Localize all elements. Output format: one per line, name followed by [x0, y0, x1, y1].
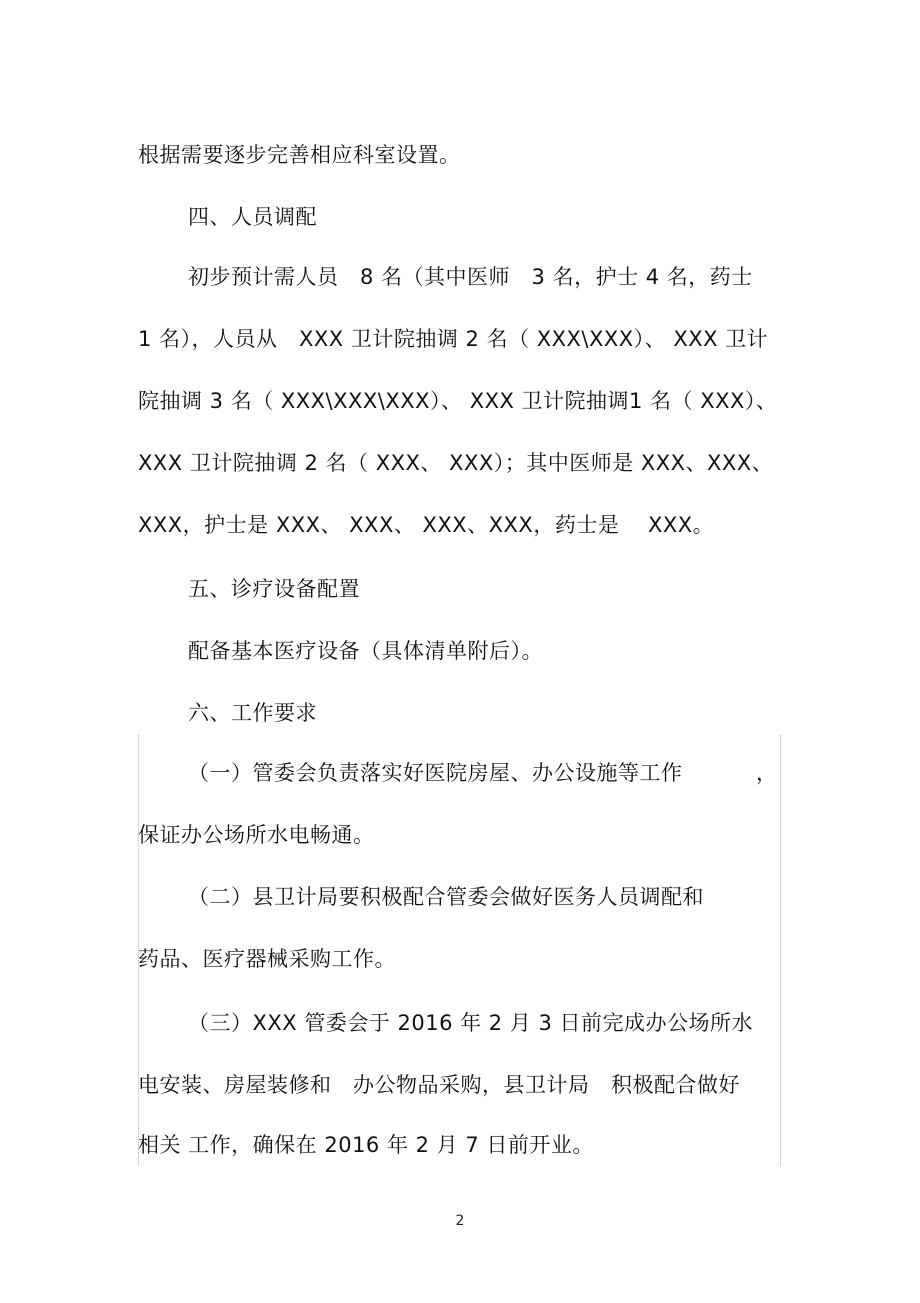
section-heading-staffing: 四、人员调配	[188, 205, 317, 229]
section-heading-requirements: 六、工作要求	[188, 701, 317, 725]
paragraph-line: 保证办公场所水电畅通。	[138, 823, 375, 847]
paragraph-trailing-comma: ，	[756, 761, 778, 785]
section-heading-equipment: 五、诊疗设备配置	[188, 577, 360, 601]
paragraph-line: 院抽调 3 名（ XXX\XXX\XXX）、 XXX 卫计院抽调1 名（ XXX）、	[138, 389, 778, 413]
paragraph-line: XXX 卫计院抽调 2 名（ XXX、 XXX）；其中医师是 XXX、XXX、	[138, 451, 774, 475]
paragraph-line: 根据需要逐步完善相应科室设置。	[138, 143, 461, 167]
paragraph-line: 相关 工作，确保在 2016 年 2 月 7 日前开业。	[138, 1133, 594, 1157]
paragraph-line: （二）县卫计局要积极配合管委会做好医务人员调配和	[188, 885, 704, 909]
paragraph-line: 1 名），人员从 XXX 卫计院抽调 2 名（ XXX\XXX）、 XXX 卫计	[138, 327, 769, 351]
paragraph-line: （一）管委会负责落实好医院房屋、办公设施等工作	[188, 761, 683, 785]
paragraph-line: 初步预计需人员 8 名（其中医师 3 名，护士 4 名，药士	[188, 265, 753, 289]
paragraph-line: XXX，护士是 XXX、 XXX、 XXX、XXX，药士是 XXX。	[138, 513, 715, 537]
frame-right-border	[780, 735, 781, 1165]
paragraph-line: 电安装、房屋装修和 办公物品采购，县卫计局 积极配合做好	[138, 1073, 740, 1097]
paragraph-line: （三）XXX 管委会于 2016 年 2 月 3 日前完成办公场所水	[188, 1011, 754, 1035]
paragraph-line: 药品、医疗器械采购工作。	[138, 947, 396, 971]
page-number: 2	[455, 1213, 465, 1229]
paragraph-line: 配备基本医疗设备（具体清单附后）。	[188, 639, 543, 663]
